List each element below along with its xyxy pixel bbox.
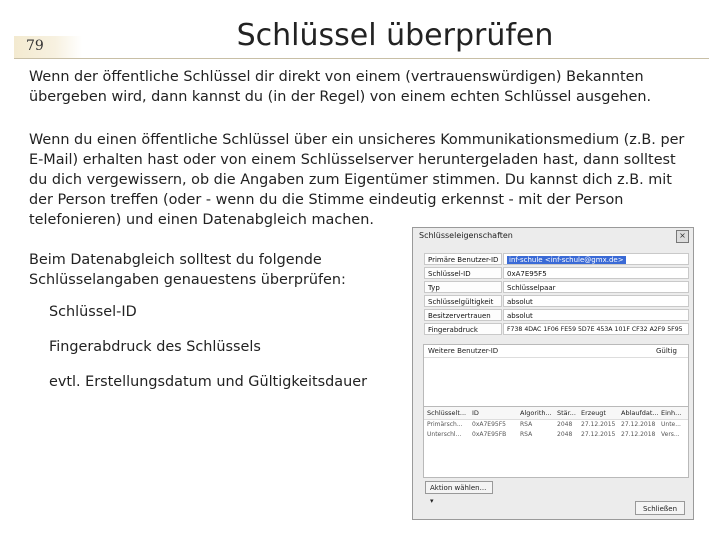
column-header: Weitere Benutzer-ID xyxy=(428,347,499,355)
table-cell: 0xA7E95FB xyxy=(472,431,507,438)
table-cell: 27.12.2015 xyxy=(581,421,616,428)
paragraph-2: Wenn du einen öffentliche Schlüssel über ein unsicheres Kommunikationsmedium (z.B. per E-Mail) erhalten hast oder von einem Schlüsselserver heruntergeladen hast, dann solltest du dich vergewissern, ob die Angaben zum Eigentümer stimmen. Du kannst dich z.B. mit der Person treffen (oder - wenn du die Stimme eindeutig erkennst - mit der Person telefonieren) und einen Datenabgleich machen. xyxy=(29,132,685,228)
table-cell: RSA xyxy=(520,431,533,438)
paragraph-1: Wenn der öffentliche Schlüssel dir direkt von einem (vertrauenswürdigen) Bekannten übergeben wird, dann kannst du (in der Regel) von einem echten Schlüssel ausgehen. xyxy=(29,69,652,105)
table-row[interactable] xyxy=(424,420,688,430)
slide-title: Schlüssel überprüfen xyxy=(236,18,554,53)
table-cell: Unte... xyxy=(661,421,681,428)
field-label: Fingerabdruck xyxy=(424,323,502,335)
column-header[interactable]: Erzeugt xyxy=(581,409,606,417)
close-button[interactable]: Schließen xyxy=(635,501,685,515)
action-select-button[interactable] xyxy=(425,481,493,505)
selected-text: inf-schule <inf-schule@gmx.de> xyxy=(509,256,624,264)
table-cell: 27.12.2018 xyxy=(621,431,656,438)
table-cell: Primärsch... xyxy=(427,421,463,428)
paragraph-3: Beim Datenabgleich solltest du folgende Schlüsselangaben genauestens überprüfen: xyxy=(29,252,346,288)
column-header[interactable]: Schlüsselt... xyxy=(427,409,467,417)
table-cell: 0xA7E95F5 xyxy=(472,421,506,428)
list-item: Schlüssel-ID xyxy=(49,304,137,320)
field-value[interactable]: absolut xyxy=(503,295,689,307)
field-label: Schlüsselgültigkeit xyxy=(424,295,502,307)
column-header: Gültig xyxy=(656,347,677,355)
title-rule xyxy=(14,58,709,59)
column-header[interactable]: ID xyxy=(472,409,479,417)
subkey-table-header xyxy=(424,407,688,420)
table-cell: Unterschl... xyxy=(427,431,462,438)
field-value[interactable]: F738 4DAC 1F06 FE59 5D7E 453A 101F CF32 A2F9 5F95 xyxy=(503,323,689,335)
field-label: Schlüssel-ID xyxy=(424,267,502,279)
column-header[interactable]: Algorith... xyxy=(520,409,552,417)
column-header[interactable]: Einh... xyxy=(661,409,682,417)
table-cell: 2048 xyxy=(557,431,573,438)
key-properties-dialog xyxy=(412,227,694,520)
table-row[interactable] xyxy=(424,430,688,440)
table-cell: RSA xyxy=(520,421,533,428)
close-icon[interactable]: × xyxy=(676,230,689,243)
column-header[interactable]: Stär... xyxy=(557,409,576,417)
action-button-label: Aktion wählen... xyxy=(430,484,487,492)
field-label: Besitzervertrauen xyxy=(424,309,502,321)
dialog-title: Schlüsseleigenschaften xyxy=(419,231,513,240)
table-cell: 27.12.2018 xyxy=(621,421,656,428)
chevron-down-icon: ▾ xyxy=(430,497,434,505)
list-item: evtl. Erstellungsdatum und Gültigkeitsdauer xyxy=(49,374,367,390)
field-value[interactable]: 0xA7E95F5 xyxy=(503,267,689,279)
table-cell: Vers... xyxy=(661,431,680,438)
list-item: Fingerabdruck des Schlüssels xyxy=(49,339,261,355)
field-value[interactable]: Schlüsselpaar xyxy=(503,281,689,293)
table-cell: 27.12.2015 xyxy=(581,431,616,438)
subkey-table[interactable] xyxy=(423,406,689,478)
field-label: Typ xyxy=(424,281,502,293)
column-header[interactable]: Ablaufdat... xyxy=(621,409,659,417)
user-id-list-header xyxy=(424,345,688,358)
field-label: Primäre Benutzer-ID xyxy=(424,253,502,265)
table-cell: 2048 xyxy=(557,421,573,428)
field-value[interactable] xyxy=(503,253,689,265)
field-value[interactable]: absolut xyxy=(503,309,689,321)
bullet-list xyxy=(49,302,367,407)
slide-number: 79 xyxy=(26,38,44,54)
